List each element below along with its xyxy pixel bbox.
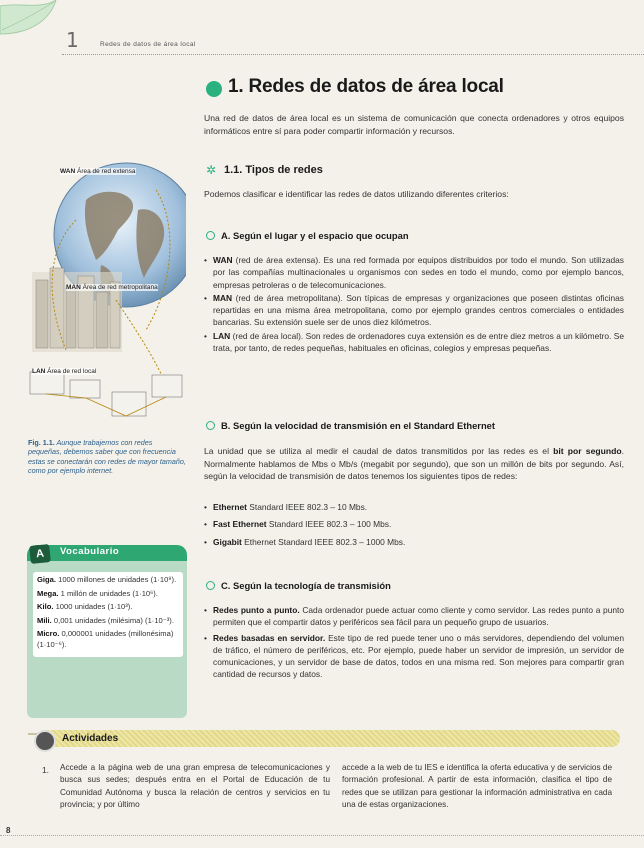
criterion-a-heading: [206, 230, 409, 241]
criterion-b-title: B. Según la velocidad de transmisión en el Standard Ethernet: [221, 420, 496, 431]
list-item: [204, 254, 624, 291]
header-divider: [62, 54, 644, 55]
list-item: [204, 536, 624, 548]
list-term: Redes basadas en servidor.: [213, 632, 326, 643]
title-bullet-icon: [206, 81, 222, 97]
vocab-text: 0,001 unidades (milésima) (1·10⁻³).: [51, 615, 174, 625]
label-text: Área de red metropolitana: [80, 284, 158, 291]
vocabulary-list: [33, 572, 183, 657]
network-figure: [26, 160, 186, 435]
label-term: MAN: [66, 284, 81, 291]
criterion-c-heading: [206, 580, 391, 591]
list-item: [204, 632, 624, 681]
list-text: Cada ordenador puede actuar como cliente y como servidor. Las redes punto a punto permiten que el compartir datos y periféricos sea fácil para un pequeño grupo de usuarios.: [213, 605, 624, 628]
activities-title: Actividades: [62, 733, 119, 744]
intro-text: . Normalmente hablamos de Mbs o Mb/s (megabit por segundo), que son un millón de bits por segundo. Así, según la velocidad de transmisión de datos tenemos los siguientes tipos de redes:: [204, 446, 624, 482]
criterion-c-title: C. Según la tecnología de transmisión: [221, 580, 391, 591]
vocab-term: Mili.: [37, 615, 52, 625]
pencil-icon: [34, 730, 56, 752]
subsection-title: 1.1. Tipos de redes: [224, 164, 323, 176]
figure-caption: [28, 438, 186, 476]
figure-label-lan: [32, 368, 96, 375]
figure-label-wan: [60, 168, 136, 175]
label-term: WAN: [60, 168, 76, 175]
criterion-c-list: [204, 604, 624, 682]
activity-number: 1.: [42, 765, 49, 775]
intro-term: bit por segundo: [553, 446, 622, 456]
label-text: Área de red extensa: [75, 168, 136, 175]
vocabulary-item: [37, 575, 179, 586]
activity-text-col2: accede a la web de tu IES e identifica la oferta educativa y de servicios de formación profesional. A partir de esta información, clasifica el tipo de redes que se utilizan para gestionar la información administrativa en cada una de estas organizaciones.: [342, 763, 612, 809]
caption-text: Aunque trabajemos con redes pequeñas, debemos saber que con frecuencia estas se conectarán con redes de mayor tamaño, como por ejemplo internet.: [28, 438, 186, 476]
list-text: Este tipo de red puede tener uno o más servidores, dependiendo del volumen de tráfico, el número de periféricos, etc. Por ejemplo, puede haber un servidor de impresión, un servidor de comunicaciones, y un servidor de base de datos, todos en una misma red. Son mejores para compartir gran cantidad de recursos y datos.: [213, 632, 624, 680]
vocab-text: 0,000001 unidades (millonésima) (1·10⁻⁶).: [37, 629, 174, 649]
list-term: MAN: [213, 292, 233, 303]
vocabulary-item: [37, 589, 179, 600]
list-text: (red de área local). Son redes de ordenadores cuya extensión es de entre diez metros a un kilómetro. Se trata, por tanto, de redes pequeñas, habituales en oficinas, colegios y empresas pequeñas.: [213, 330, 624, 354]
list-term: Redes punto a punto.: [213, 605, 300, 615]
criterion-b-list: [204, 501, 624, 549]
list-term: WAN: [213, 255, 233, 265]
vocabulary-title: Vocabulario: [60, 546, 120, 557]
vocabulary-item: [37, 602, 179, 613]
vocab-term: Micro.: [37, 629, 60, 639]
activity-text-col1: Accede a la página web de una gran empresa de telecomunicaciones y busca sus sedes; después entra en el Portal de Educación de tu Comunidad Autónoma y busca la relación de centros y servicios en tu provincia; y por último: [60, 763, 330, 809]
vocab-text: 1 millón de unidades (1·10⁶).: [58, 588, 158, 598]
list-item: [204, 604, 624, 629]
criterion-b-intro: [204, 445, 624, 483]
list-text: (red de área extensa). Es una red formada por equipos distribuidos por todo el mundo. Son utilizadas por las compañías multinacionales u organismos con sedes en todo el mundo, como por ejemplo bancos, empresas petroleras o de telecomunicaciones.: [213, 255, 624, 290]
running-title: Redes de datos de área local: [100, 41, 196, 48]
vocab-term: Mega.: [37, 588, 59, 598]
vocabulary-item: [37, 616, 179, 627]
list-term: Ethernet: [213, 502, 247, 512]
list-text: Standard IEEE 802.3 – 100 Mbs.: [266, 519, 392, 530]
list-text: Ethernet Standard IEEE 802.3 – 1000 Mbs.: [241, 536, 406, 547]
list-text: (red de área metropolitana). Son típicas de empresas y organizaciones que poseen distintas oficinas repartidas en una misma área metropolitana, como por ejemplo grandes centros comerciales o entidades bancarias. Su extensión suele ser de unos diez kilómetros.: [213, 292, 624, 328]
vocab-term: Kilo.: [37, 602, 54, 612]
list-item: [204, 501, 624, 513]
list-term: Gigabit: [213, 536, 242, 547]
intro-text: La unidad que se utiliza al medir el caudal de datos transmitidos por las redes es el: [204, 446, 554, 456]
criterion-a-title: A. Según el lugar y el espacio que ocupan: [221, 230, 409, 241]
section-intro: Una red de datos de área local es un sistema de comunicación que conecta ordenadores y otros equipos informáticos entre sí para poder compartir información y recursos.: [204, 113, 624, 136]
figure-label-man: [66, 284, 158, 291]
list-item: [204, 330, 624, 355]
sparkle-icon: ✲: [206, 163, 217, 177]
label-text: Área de red local: [45, 368, 97, 375]
vocab-text: 1000 millones de unidades (1·10⁹).: [56, 575, 177, 584]
vocab-term: Giga.: [37, 575, 56, 584]
criterion-a-list: [204, 254, 624, 355]
circle-bullet-icon: [206, 231, 215, 240]
label-term: LAN: [32, 368, 46, 375]
page-edge: [0, 835, 644, 836]
list-item: [204, 518, 624, 530]
activities-header: [40, 730, 620, 747]
list-term: LAN: [213, 330, 231, 341]
circle-bullet-icon: [206, 421, 215, 430]
list-text: Standard IEEE 802.3 – 10 Mbs.: [246, 502, 368, 512]
page-number: 8: [6, 826, 11, 835]
vocabulary-badge: A: [29, 544, 51, 564]
circle-bullet-icon: [206, 581, 215, 590]
chapter-number: 1: [66, 28, 79, 52]
subsection-intro: Podemos clasificar e identificar las redes de datos utilizando diferentes criterios:: [204, 189, 509, 199]
section-title: 1. Redes de datos de área local: [228, 76, 504, 97]
caption-number: Fig. 1.1.: [28, 438, 55, 447]
vocab-text: 1000 unidades (1·10³).: [53, 602, 133, 612]
list-term: Fast Ethernet: [213, 519, 267, 530]
criterion-b-heading: [206, 420, 495, 431]
leaf-decoration: [0, 0, 60, 38]
list-item: [204, 292, 624, 329]
vocabulary-item: [37, 629, 179, 650]
